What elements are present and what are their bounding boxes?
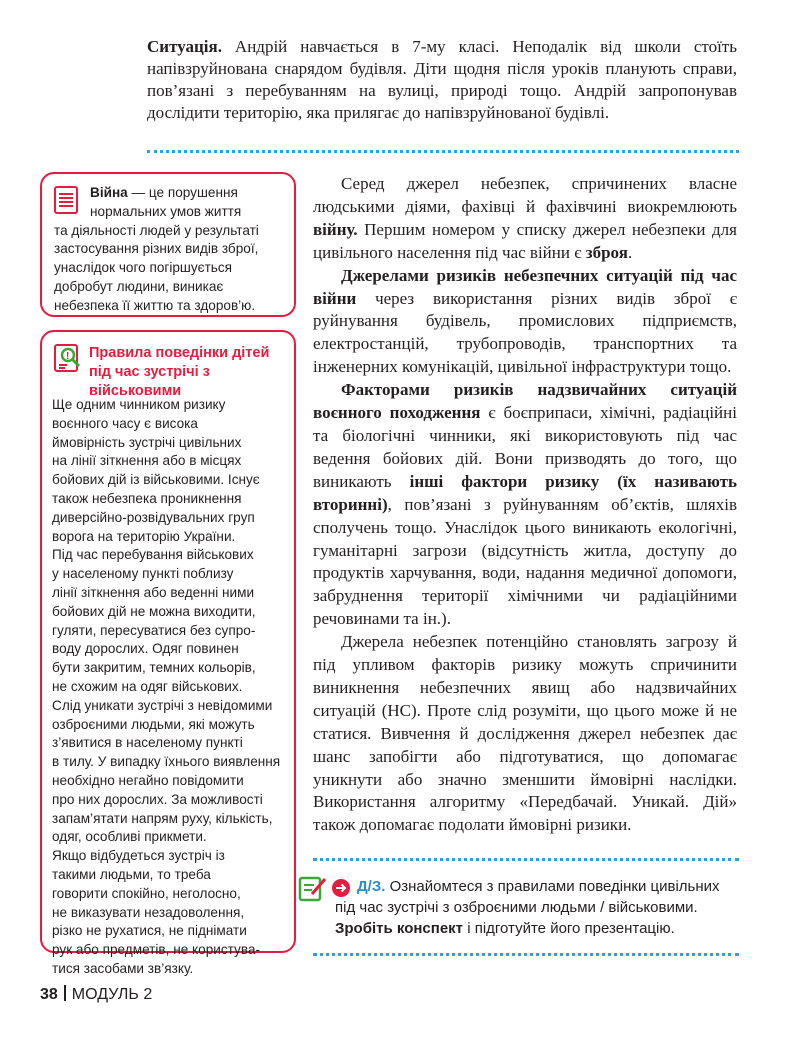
homework-text [335, 876, 740, 939]
rules-line: не виказувати незадоволення, [52, 904, 245, 920]
bold-run: Зробіть конспект [335, 920, 464, 937]
rules-line: різко не рухатися, не піднімати [52, 923, 247, 939]
svg-text:!: ! [66, 351, 70, 362]
text-run: є боєприпаси, хімічні, радіаційні та біологічні чинники, які використовують під час ведення бойових дій. Вони призводять до того, що виникають [313, 403, 737, 491]
rules-line: ворога на територію України. [52, 528, 236, 544]
text-run: через використання різних видів зброї є руйнування будівель, промислових підприємств, електростанцій, трубопроводів, транспортних та інженерних комунікацій, цивільної інфраструктури тощо. [313, 288, 737, 377]
rules-line: такими людьми, то треба [52, 866, 211, 882]
dotted-divider-top [147, 150, 739, 153]
war-line: добробут людини, виникає [54, 278, 224, 294]
bold-run: Джерелами ризиків небезпечних ситуацій під час війни [313, 265, 737, 308]
rules-line: озброєними людьми, які можуть [52, 716, 255, 732]
notebook-pen-icon [298, 874, 328, 902]
war-line: — це порушення [127, 185, 238, 200]
rules-line: лінії зіткнення або веденні ними [52, 584, 255, 600]
main-text [313, 173, 737, 837]
war-line: унаслідок чого погіршується [54, 260, 233, 276]
dotted-divider-middle [313, 858, 739, 861]
main-paragraph-1 [313, 173, 737, 265]
rules-line: у населеному пункті поблизу [52, 566, 234, 582]
rules-line: необхідно негайно повідомити [52, 772, 244, 788]
main-paragraph-4: Джерела небезпек потенційно становлять загрозу й під упливом факторів ризику можуть спричинити виникнення небезпечних явищ або надзвичайних ситуацій (НС). Проте слід розуміти, що цього може й не статися. Вивчення й дослідження джерел небезпек дає шанс запобігти або підготуватися, що допомагає уникнути або значно зменшити ймовірні наслідки. Використання алгоритму «Передбачай. Уникай. Дій» також допомагає подолати ймовірні ризики. [313, 632, 737, 835]
rules-line: про них дорослих. За можливості [52, 791, 263, 807]
rules-line: говорити спокійно, неголосно, [52, 885, 241, 901]
rules-text [52, 396, 292, 979]
text-run: і підготуйте його презентацію. [463, 920, 675, 937]
text-run: . [627, 242, 633, 262]
bold-run: зброя [585, 242, 628, 262]
situation-label: Ситуація. [147, 37, 222, 56]
war-definition-text [54, 184, 292, 316]
rules-line: тися засобами зв’язку. [52, 960, 194, 976]
rules-title: Правила поведінки дітей під час зустрічі з військовими [89, 345, 270, 399]
text-run: Серед джерел небезпек, спричинених власне людськими діями, фахівці й фахівчині виокремлюють [313, 174, 737, 216]
page-number: 38 [40, 986, 58, 1003]
rules-line: в тилу. У випадку їхнього виявлення [52, 754, 281, 770]
bold-run: війну. [313, 219, 358, 239]
main-paragraph-2 [313, 265, 737, 380]
homework-label: Д/З. [357, 878, 386, 895]
main-paragraph-3 [313, 379, 737, 631]
rules-line: Під час перебування військових [52, 547, 254, 563]
situation-paragraph [147, 36, 737, 124]
text-run: Ознайомтеся з правилами поведінки цивільних під час зустрічі з озброєними людьми / військовими. [335, 878, 720, 916]
war-line: небезпека її життю та здоров’ю. [54, 297, 256, 313]
module-label: МОДУЛЬ 2 [71, 986, 153, 1003]
bold-run: Факторами ризиків надзвичайних ситуацій воєнного походження [313, 380, 737, 423]
rules-line: ймовірність зустрічі цивільних [52, 434, 242, 450]
bold-run: інші фактори ризику (їх називають вторинні) [313, 471, 737, 514]
rules-line: не схожим на одяг військових. [52, 678, 243, 694]
situation-text: Андрій навчається в 7-му класі. Неподалік від школи стоїть напівзруйнована снарядом будівля. Діти щодня після уроків планують справи, пов’язані з перебуванням на вулиці, природі тощо. Андрій запропонував дослідити територію, яка прилягає до напівзруйнованої будівлі. [147, 37, 737, 122]
rules-box [40, 330, 296, 976]
text-run: , пов’язані з руйнуванням об’єктів, шляхів сполучень тощо. Унаслідок цього виникають екологічні, гуманітарні загрози (відсутність житла, доступу до продуктів харчування, води, надання медичної допомоги, забруднення території хімічними чи радіаційними речовинами та ін.). [313, 494, 737, 629]
rules-line: диверсійно-розвідувальних груп [52, 509, 255, 525]
dotted-divider-bottom [313, 953, 739, 956]
war-line: та діяльності людей у результаті [54, 222, 259, 238]
rules-line: одяг, особливі прикмети. [52, 829, 207, 845]
page-footer [40, 985, 152, 1005]
rules-line: на лінії зіткнення або в місцях [52, 453, 242, 469]
rules-line: бути закритим, темних кольорів, [52, 660, 256, 676]
rules-line: бойових дій не можна виходити, [52, 603, 256, 619]
rules-icon [54, 344, 82, 374]
rules-line: бойових дій із військовими. Існує [52, 472, 260, 488]
war-definition-box [40, 172, 296, 317]
rules-line: Якщо відбудеться зустріч із [52, 848, 225, 864]
rules-line: з’явитися в населеному пункті [52, 735, 243, 751]
rules-line: Ще одним чинником ризику [52, 397, 226, 412]
rules-line: воду дорослих. Одяг повинен [52, 641, 239, 657]
rules-line: воєнного часу є висока [52, 415, 198, 431]
text-run: Першим номером у списку джерел небезпеки для цивільного населення під час війни є [313, 219, 737, 262]
rules-line: Слід уникати зустрічі з невідомими [52, 697, 273, 713]
rules-line: гуляти, пересуватися без супро- [52, 622, 256, 638]
war-line: нормальних умов життя [90, 203, 242, 219]
war-term: Війна [90, 185, 128, 200]
rules-line: також небезпека проникнення [52, 490, 242, 506]
rules-line: рук або предметів, не користува- [52, 942, 260, 958]
war-line: застосування різних видів зброї, [54, 241, 259, 257]
footer-separator [64, 985, 66, 1001]
rules-line: запам’ятати напрям руху, кількість, [52, 810, 273, 826]
